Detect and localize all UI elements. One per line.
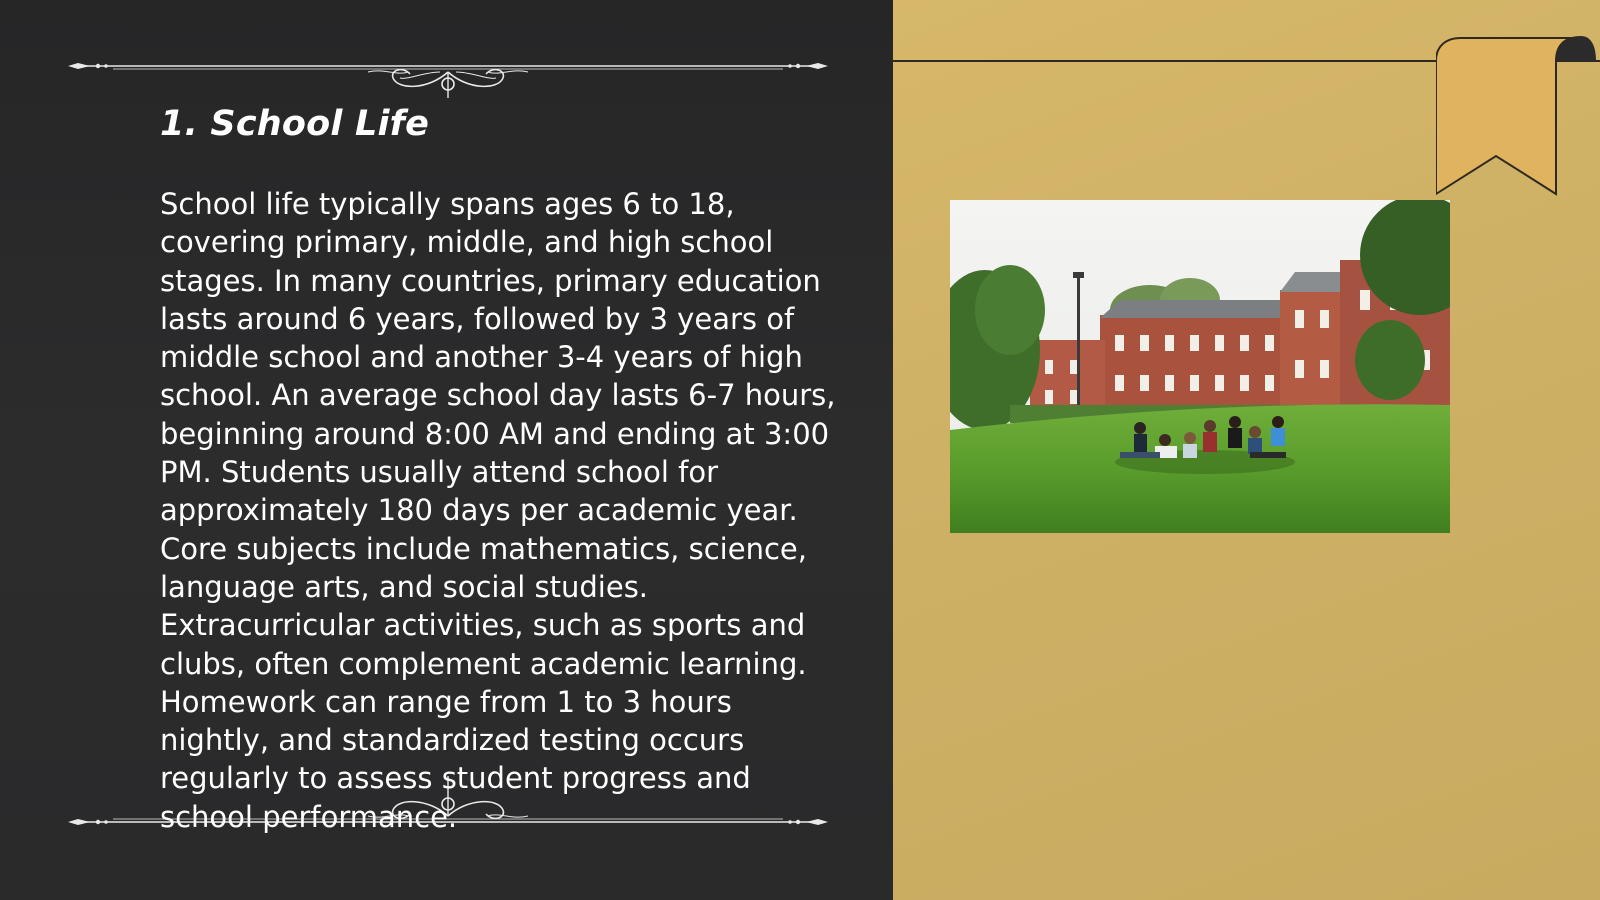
bookmark-ribbon-icon: [1436, 36, 1596, 206]
slide-title: 1. School Life: [160, 104, 430, 144]
top-ornament-divider: [68, 38, 828, 98]
campus-photo: [950, 200, 1450, 533]
body-paragraph: School life typically spans ages 6 to 18, covering primary, middle, and high school stages. In many countries, primary education lasts around 6 years, followed by 3 years of middle school and another 3-4 years of high school. An average school day lasts 6-7 hours, beginning around 8:00 AM and ending at 3:00 PM. Students usually attend school for approximately 180 days per academic year. Core subjects include mathematics, science, language arts, and social studies. Extracurricular activities, such as sports and clubs, often complement academic learning. Homework can range from 1 to 3 hours nightly, and standardized testing occurs regularly to assess student progress and school performance.: [160, 187, 836, 834]
